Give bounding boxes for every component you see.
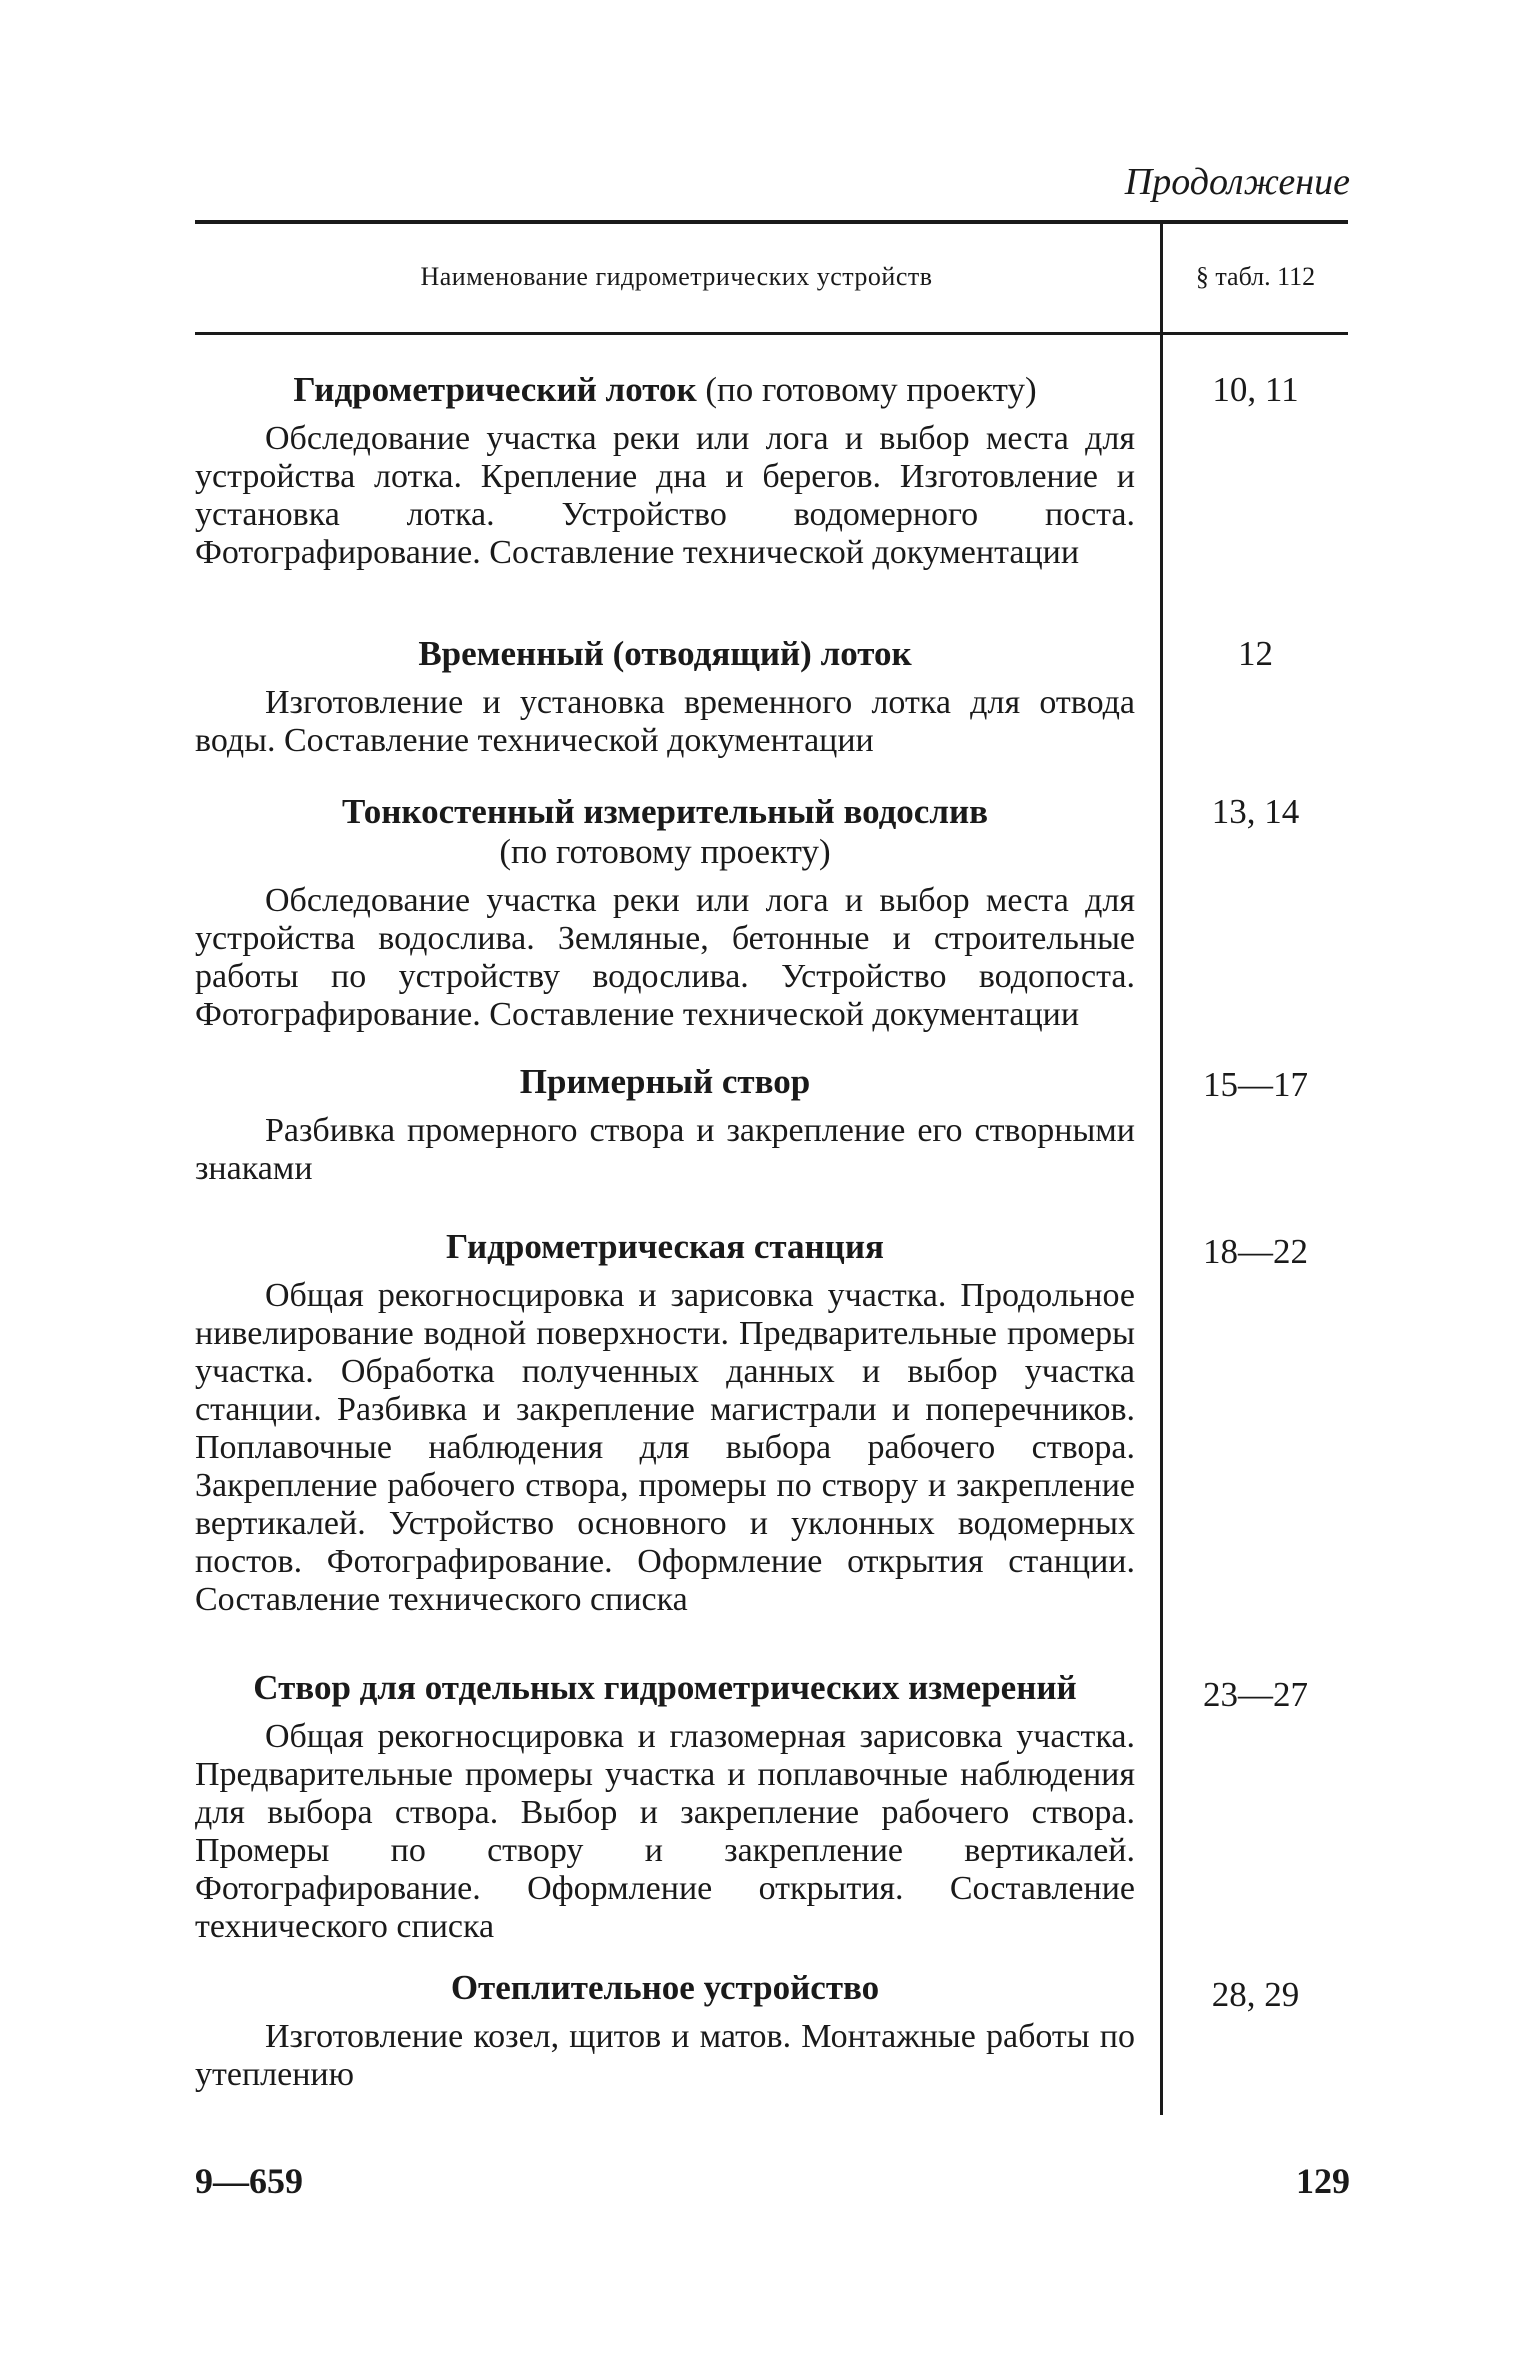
entry-title: Отеплительное устройство — [450, 1968, 880, 2007]
entry-ref: 18—22 — [1203, 1232, 1308, 1271]
entry-description: Обследование участка реки или лога и выбор места для устройства лотка. Крепление дна и берегов. Изготовление и установка лотка. Устройство водомерного поста. Фотографирование. Составление технической документации — [195, 420, 1135, 571]
printer-signature: 9—659 — [195, 2161, 303, 2201]
column-header-name: Наименование гидрометрических устройств — [420, 262, 933, 291]
entry-title: Гидрометрическая станция — [446, 1227, 884, 1266]
header-bottom-rule — [195, 332, 1348, 335]
page-number: 129 — [1296, 2161, 1350, 2201]
entry-ref: 23—27 — [1203, 1675, 1308, 1714]
entry-title: Гидрометрический лоток (по готовому проекту) — [293, 370, 1037, 409]
entry-ref: 13, 14 — [1211, 792, 1300, 831]
table-row — [195, 634, 1135, 760]
entry-ref: 12 — [1238, 634, 1273, 673]
table-top-rule — [195, 220, 1348, 224]
table-row — [195, 1968, 1135, 2094]
entry-ref: 15—17 — [1203, 1065, 1308, 1104]
entry-title: Примерный створ — [519, 1062, 811, 1101]
column-divider — [1160, 222, 1163, 2115]
entry-ref: 10, 11 — [1212, 370, 1299, 409]
entry-ref: 28, 29 — [1211, 1975, 1300, 2014]
entry-title: Временный (отводящий) лоток — [418, 634, 912, 673]
column-header-ref: § табл. 112 — [1195, 262, 1316, 291]
entry-description: Общая рекогносцировка и зарисовка участка. Продольное нивелирование водной поверхности. Предварительные промеры участка. Обработка полученных данных и выбор участка станции. Разбивка и закрепление магистрали и поперечников. Поплавочные наблюдения для выбора рабочего створа. Закрепление рабочего створа, промеры по створу и закрепление вертикалей. Устройство основного и уклонных водомерных постов. Фотографирование. Оформление открытия станции. Составление технического списка — [195, 1277, 1135, 1618]
entry-description: Изготовление козел, щитов и матов. Монтажные работы по утеплению — [195, 2018, 1135, 2093]
entry-description: Разбивка промерного створа и закрепление его створными знаками — [195, 1112, 1135, 1187]
table-row — [195, 1227, 1135, 1619]
entry-description: Общая рекогносцировка и глазомерная зарисовка участка. Предварительные промеры участка и поплавочные наблюдения для выбора створа. Выбор и закрепление рабочего створа. Промеры по створу и закрепление вертикалей. Фотографирование. Оформление открытия. Составление технического списка — [195, 1718, 1135, 1945]
entry-title: Тонкостенный измерительный водослив — [341, 792, 989, 831]
table-row — [195, 792, 1135, 1034]
table-row — [195, 1062, 1135, 1188]
continuation-label: Продолжение — [1124, 161, 1350, 203]
table-row — [195, 370, 1135, 572]
entry-title: Створ для отдельных гидрометрических измерений — [253, 1668, 1077, 1707]
entry-description: Обследование участка реки или лога и выбор места для устройства водослива. Земляные, бетонные и строительные работы по устройству водослива. Устройство водопоста. Фотографирование. Составление технической документации — [195, 882, 1135, 1033]
entry-description: Изготовление и установка временного лотка для отвода воды. Составление технической документации — [195, 684, 1135, 759]
table-row — [195, 1668, 1135, 1946]
entry-subtitle: (по готовому проекту) — [499, 832, 831, 871]
